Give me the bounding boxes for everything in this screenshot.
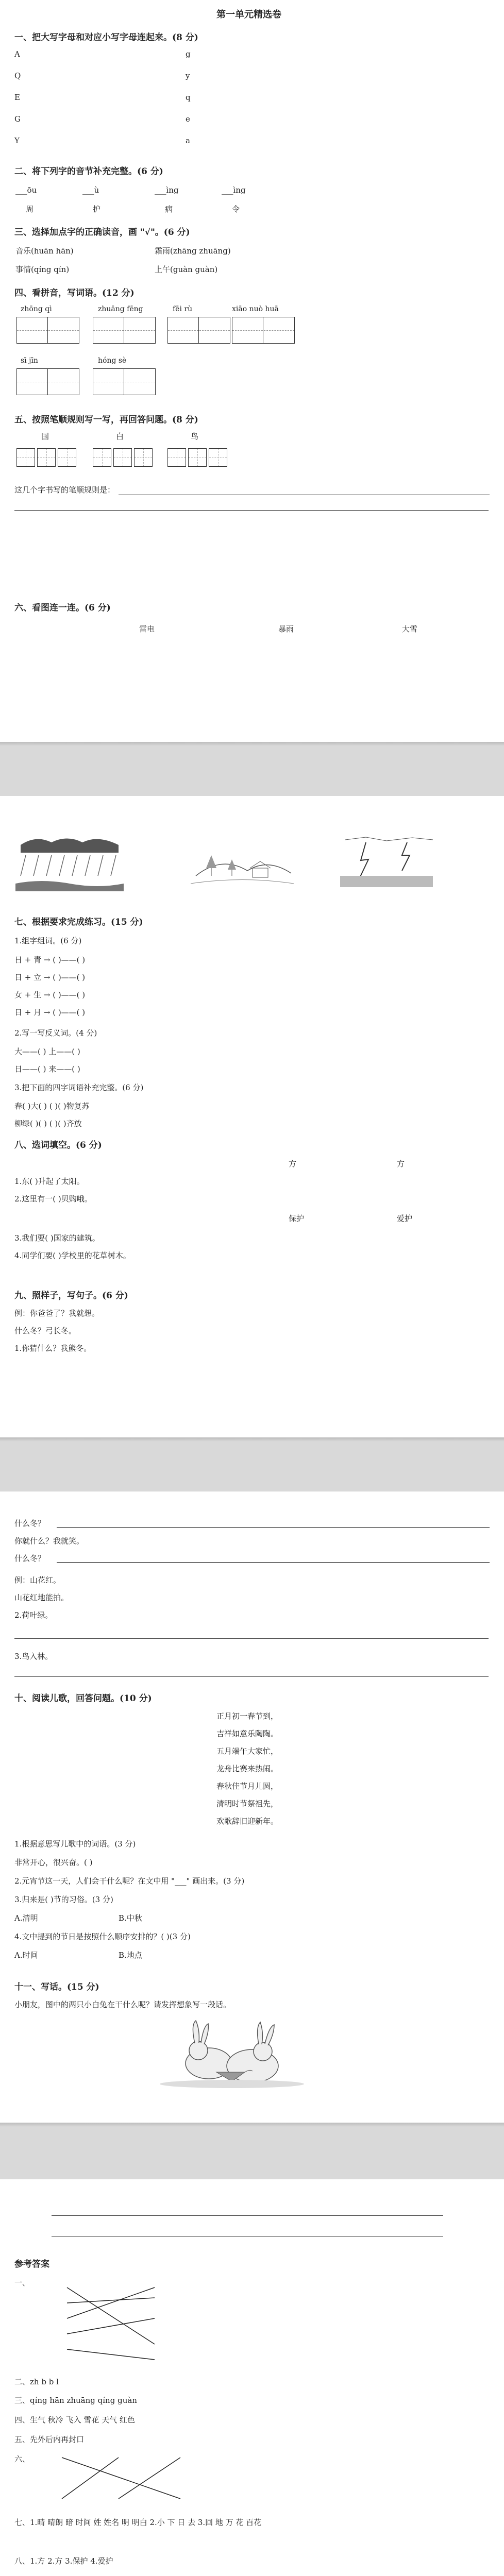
s8-opt-0: 方 [289, 1159, 297, 1168]
s1-lower-4: a [186, 136, 190, 145]
s9-ex4: 山花红地能拍。 [14, 1593, 69, 1602]
s7-q2: 2.写一写反义词。(4 分) [14, 1028, 97, 1038]
writing-square[interactable] [167, 448, 186, 467]
page-separator [0, 742, 504, 796]
s6-heading: 六、看图连一连。(6 分) [14, 603, 111, 613]
s3-heading: 三、选择加点字的正确读音，画 "√"。(6 分) [14, 227, 190, 238]
s7-q3-row-0: 春( )大( ) ( )( )物复苏 [14, 1101, 90, 1111]
s1-heading: 一、把大写字母和对应小写字母连起来。(8 分) [14, 32, 198, 43]
s2-heading: 二、将下列字的音节补充完整。(6 分) [14, 166, 163, 177]
answer-3: 三、qíng hān zhuāng qíng guàn [14, 2396, 137, 2405]
s4-pinyin-4: sī jīn [21, 357, 38, 365]
s6-label-1: 暴雨 [278, 624, 294, 634]
s10-q4-opt-1: B.地点 [119, 1951, 142, 1960]
writing-square[interactable] [188, 448, 207, 467]
s2-char-3: 令 [232, 205, 240, 214]
s1-upper-0: A [14, 49, 20, 59]
s7-heading: 七、根据要求完成练习。(15 分) [14, 917, 143, 927]
s10-q1a: 非常开心，很兴奋。( ) [14, 1858, 93, 1867]
s9-q2: 2.荷叶绿。 [14, 1611, 53, 1620]
answer-6: 六、 [14, 2454, 30, 2464]
s8-opt-1: 方 [397, 1159, 405, 1168]
s1-lower-3: e [186, 114, 190, 124]
s8-heading: 八、选词填空。(6 分) [14, 1140, 102, 1150]
s1-upper-2: E [14, 93, 20, 102]
rain-picture [15, 835, 124, 891]
s7-q1-row-2: 女 + 生 → ( )——( ) [14, 990, 86, 999]
s9-heading: 九、照样子，写句子。(6 分) [14, 1291, 128, 1301]
answers-heading: 参考答案 [14, 2259, 49, 2269]
s2-blank-3: ___ìng [222, 185, 246, 195]
s2-blank-2: ___ìng [155, 185, 179, 195]
snow-picture [191, 840, 294, 891]
s2-blank-1: ___ù [82, 185, 99, 195]
s1-lower-0: g [186, 49, 191, 59]
s8-q1: 1.东( )升起了太阳。 [14, 1177, 85, 1186]
s7-q2-row-0: 大——( ) 上——( ) [14, 1047, 80, 1056]
s6-label-2: 大雪 [402, 624, 418, 634]
s9-q1d: 什么冬？ [14, 1554, 46, 1563]
writing-grid[interactable] [16, 317, 79, 344]
s7-q1: 1.组字组词。(6 分) [14, 936, 82, 945]
s4-pinyin-3: xiāo nuò huā [232, 305, 279, 313]
s4-pinyin-2: fēi rù [173, 305, 193, 313]
writing-grid[interactable] [93, 317, 156, 344]
s9-ex1: 例：你爸爸了？我就想。 [14, 1309, 100, 1318]
s10-q4-opt-0: A.时间 [14, 1951, 38, 1960]
writing-square[interactable] [209, 448, 227, 467]
s9-q1b: 什么冬？ [14, 1519, 46, 1528]
s9-q1c: 你就什么？我就笑。 [14, 1536, 85, 1546]
s7-q3-row-1: 柳绿( )( ) ( )( )齐放 [14, 1119, 82, 1128]
s4-pinyin-0: zhōng qì [21, 305, 52, 313]
s6-label-0: 雷电 [139, 624, 155, 634]
answer-line[interactable] [57, 1527, 490, 1528]
lightning-picture [335, 835, 438, 891]
s10-poem-5: 清明时节祭祖先， [216, 1799, 279, 1808]
s10-heading: 十、阅读儿歌，回答问题。(10 分) [14, 1693, 152, 1704]
s1-lower-1: y [186, 71, 190, 80]
s10-poem-2: 五月端午大家忙， [216, 1747, 279, 1756]
s11-prompt: 小朋友，图中的两只小白兔在干什么呢？请发挥想象写一段话。 [14, 2000, 231, 2009]
matching-lines-1 [62, 2282, 165, 2365]
s8-opt-3: 爱护 [397, 1214, 413, 1223]
page-title: 第一单元精选卷 [216, 9, 281, 20]
answer-line[interactable] [14, 1676, 489, 1677]
writing-grid[interactable] [16, 368, 79, 395]
s10-poem-1: 吉祥如意乐陶陶。 [216, 1729, 279, 1738]
s8-q4: 4.同学们要( )学校里的花草树木。 [14, 1251, 131, 1260]
s7-q1-row-0: 日 + 青 → ( )——( ) [14, 955, 86, 964]
s3-item-2: 事情(qíng qín) [15, 265, 70, 274]
s5-char-2: 鸟 [191, 432, 199, 441]
answer-line[interactable] [52, 2215, 443, 2216]
s4-pinyin-5: hóng sè [98, 357, 127, 365]
answer-5: 五、先外后内再封口 [14, 2435, 85, 2444]
writing-square[interactable] [58, 448, 76, 467]
page-separator [0, 2123, 504, 2179]
s10-poem-4: 春秋佳节月儿圆， [216, 1782, 279, 1791]
answer-line[interactable] [14, 1638, 489, 1639]
answer-line[interactable] [14, 510, 489, 511]
s9-ex3: 例：山花红。 [14, 1575, 61, 1585]
answer-8: 八、1.方 2.方 3.保护 4.爱护 [14, 2556, 113, 2566]
s7-q2-row-1: 日——( ) 来——( ) [14, 1064, 80, 1074]
s5-char-1: 白 [116, 432, 124, 441]
s4-heading: 四、看拼音，写词语。(12 分) [14, 288, 135, 298]
page-separator [0, 1437, 504, 1492]
s9-q1: 1.你猜什么？我熊冬。 [14, 1344, 92, 1353]
s2-char-1: 护 [93, 205, 101, 214]
answer-1: 一、 [14, 2278, 30, 2287]
s2-char-2: 病 [165, 205, 173, 214]
s4-pinyin-1: zhuāng fēng [98, 305, 143, 313]
s7-q3: 3.把下面的四字词语补充完整。(6 分) [14, 1083, 144, 1092]
s10-q2: 2.元宵节这一天，人们会干什么呢？在文中用 "___" 画出来。(3 分) [14, 1876, 245, 1886]
s10-q4: 4.文中提到的节日是按照什么顺序安排的？( )(3 分) [14, 1932, 191, 1941]
s8-q3: 3.我们要( )国家的建筑。 [14, 1233, 100, 1243]
writing-square[interactable] [93, 448, 111, 467]
s5-char-0: 国 [41, 432, 49, 441]
writing-grid[interactable] [93, 368, 156, 395]
answer-4: 四、生气 秋冷 飞入 雪花 天气 红色 [14, 2415, 135, 2425]
s10-q3-opt-0: A.清明 [14, 1913, 38, 1923]
writing-square[interactable] [113, 448, 132, 467]
s10-poem-3: 龙舟比赛来热闹。 [216, 1764, 279, 1773]
s1-upper-4: Y [14, 136, 20, 145]
answer-7: 七、1.晴 晴朗 暗 时间 姓 姓名 明 明白 2.小 下 日 去 3.回 地 万 花 百花 [14, 2518, 262, 2527]
s1-upper-3: G [14, 114, 21, 124]
s10-q3-opt-1: B.中秋 [119, 1913, 142, 1923]
s2-char-0: 周 [26, 205, 34, 214]
s1-lower-2: q [186, 93, 191, 102]
s11-heading: 十一、写话。(15 分) [14, 1982, 99, 1992]
s7-q1-row-1: 日 + 立 → ( )——( ) [14, 973, 86, 982]
rabbits-picture [155, 2014, 309, 2092]
writing-square[interactable] [134, 448, 153, 467]
answer-line[interactable] [57, 1562, 490, 1563]
writing-grid[interactable] [167, 317, 230, 344]
s8-q2: 2.这里有一( )贝购哦。 [14, 1194, 92, 1204]
s10-q1: 1.根据意思写儿歌中的词语。(3 分) [14, 1839, 136, 1849]
writing-grid[interactable] [232, 317, 295, 344]
s1-upper-1: Q [14, 71, 21, 80]
writing-square[interactable] [16, 448, 35, 467]
answer-2: 二、zh b b l [14, 2377, 59, 2386]
s7-q1-row-3: 日 + 月 → ( )——( ) [14, 1008, 86, 1017]
s3-item-3: 上午(guàn guàn) [155, 265, 218, 274]
matching-lines-2 [57, 2452, 191, 2509]
s3-item-0: 音乐(huān hān) [15, 246, 74, 256]
s10-poem-6: 欢歌辞旧迎新年。 [216, 1817, 279, 1826]
s2-blank-0: ___ōu [15, 185, 37, 195]
s10-poem-0: 正月初一春节到， [216, 1711, 279, 1721]
writing-square[interactable] [37, 448, 56, 467]
s3-item-1: 霜雨(zhāng zhuāng) [155, 246, 231, 256]
s9-ex2: 什么冬？弓长冬。 [14, 1326, 77, 1335]
s5-question: 这几个字书写的笔顺规则是： [14, 485, 115, 495]
s8-opt-2: 保护 [289, 1214, 305, 1223]
s9-q3: 3.鸟入林。 [14, 1652, 53, 1661]
s5-heading: 五、按照笔顺规则写一写，再回答问题。(8 分) [14, 415, 198, 425]
s10-q3: 3.归来是( )节的习俗。(3 分) [14, 1895, 113, 1904]
